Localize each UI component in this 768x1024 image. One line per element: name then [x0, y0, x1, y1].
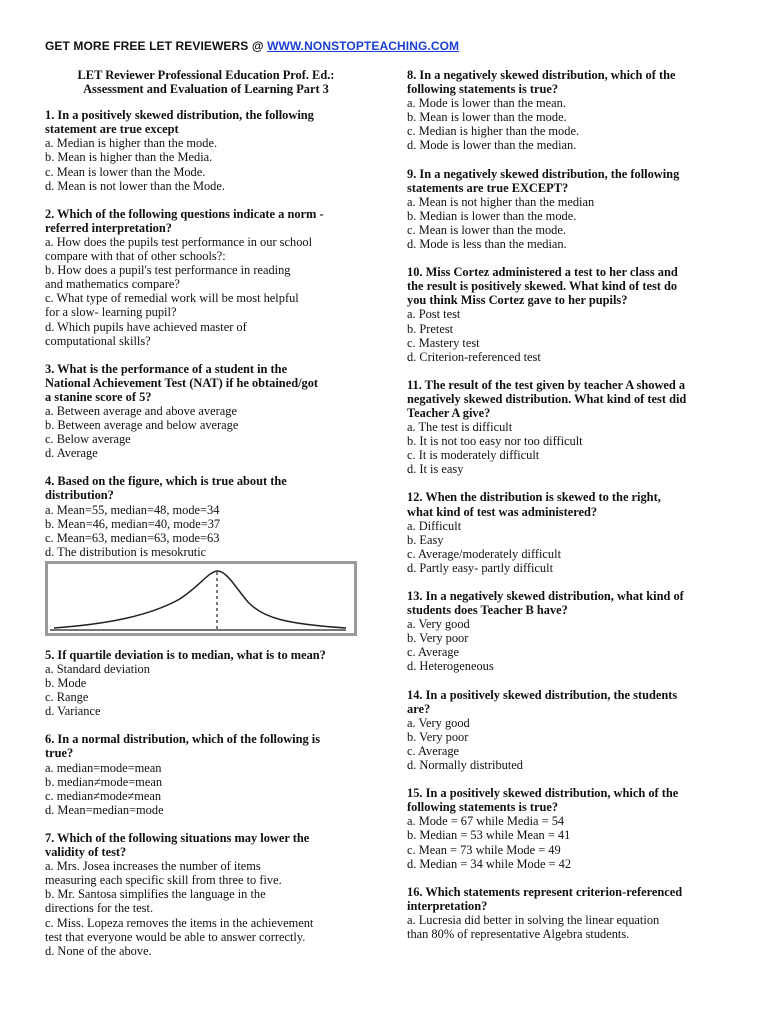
title-line: Assessment and Evaluation of Learning Part 3	[83, 82, 329, 97]
question-text: true?	[45, 746, 74, 761]
answer-option: a. Lucresia did better in solving the linear equation	[407, 912, 660, 927]
answer-option: a. Mean=55, median=48, mode=34	[45, 502, 220, 517]
title-line: LET Reviewer Professional Education Prof. Ed.:	[77, 68, 335, 82]
question-item	[407, 589, 727, 674]
answer-option: b. Very poor	[407, 631, 469, 646]
question-text: you think Miss Cortez gave to her pupils?	[407, 293, 628, 308]
answer-option: directions for the test.	[45, 901, 154, 916]
answer-option: b. Easy	[407, 532, 444, 547]
answer-option: a. Mrs. Josea increases the number of items	[45, 859, 261, 874]
skewed-curve-graphic	[48, 564, 354, 633]
question-item	[407, 688, 727, 773]
answer-option: test that everyone would be able to answer correctly.	[45, 929, 306, 944]
question-item	[407, 885, 727, 941]
question-text: 4. Based on the figure, which is true about the	[45, 474, 287, 489]
answer-option: a. Between average and above average	[45, 403, 237, 418]
right-column	[407, 68, 727, 955]
answer-option: c. It is moderately difficult	[407, 448, 540, 463]
question-item	[407, 265, 727, 364]
answer-option: c. Mean = 73 while Mode = 49	[407, 842, 561, 857]
answer-option: a. median=mode=mean	[45, 760, 162, 775]
answer-option: d. Heterogeneous	[407, 659, 494, 674]
question-text: referred interpretation?	[45, 220, 172, 235]
answer-option: d. Mode is lower than the median.	[407, 138, 577, 153]
answer-option: b. Mean=46, median=40, mode=37	[45, 516, 221, 531]
answer-option: b. Mean is higher than the Media.	[45, 150, 213, 165]
question-text: 2. Which of the following questions indicate a norm -	[45, 206, 324, 221]
answer-option: b. median≠mode=mean	[45, 774, 163, 789]
answer-option: d. Average	[45, 446, 98, 461]
question-item	[407, 378, 727, 477]
question-text: 11. The result of the test given by teacher A showed a	[407, 377, 686, 392]
answer-option: c. Mean is lower than the mode.	[407, 222, 566, 237]
question-text: a stanine score of 5?	[45, 389, 152, 404]
question-text: 14. In a positively skewed distribution, the students	[407, 687, 678, 702]
answer-option: a. Mean is not higher than the median	[407, 194, 595, 209]
answer-option: d. Which pupils have achieved master of	[45, 319, 247, 334]
answer-option: c. median≠mode≠mean	[45, 788, 162, 803]
question-list	[407, 68, 727, 941]
answer-option: c. Range	[45, 690, 89, 705]
question-text: are?	[407, 701, 431, 716]
answer-option: a. The test is difficult	[407, 420, 513, 435]
answer-option: c. Miss. Lopeza removes the items in the achievement	[45, 915, 314, 930]
answer-option: and mathematics compare?	[45, 277, 180, 292]
answer-option: b. Very poor	[407, 729, 469, 744]
answer-option: c. Median is higher than the mode.	[407, 124, 580, 139]
answer-option: a. Standard deviation	[45, 662, 150, 676]
question-item	[45, 108, 367, 193]
question-item	[45, 648, 367, 718]
answer-option: d. Variance	[45, 704, 101, 719]
question-text: 7. Which of the following situations may lower the	[45, 830, 310, 845]
question-text: statements are true EXCEPT?	[407, 180, 569, 195]
answer-option: d. Normally distributed	[407, 758, 523, 773]
answer-option: computational skills?	[45, 333, 151, 348]
answer-option: d. It is easy	[407, 462, 464, 477]
question-text: what kind of test was administered?	[407, 504, 598, 519]
distribution-curve	[54, 571, 346, 628]
answer-option: c. Mastery test	[407, 335, 480, 350]
answer-option: b. Median = 53 while Mean = 41	[407, 828, 571, 843]
question-text: distribution?	[45, 488, 114, 503]
answer-option: b. Median is lower than the mode.	[407, 208, 577, 223]
answer-option: b. How does a pupil's test performance in reading	[45, 263, 291, 278]
answer-option: b. It is not too easy nor too difficult	[407, 434, 583, 449]
answer-option: d. Median = 34 while Mode = 42	[407, 856, 572, 871]
question-text: interpretation?	[407, 898, 488, 913]
question-text: validity of test?	[45, 845, 127, 860]
question-list	[45, 108, 367, 958]
question-item	[45, 207, 367, 348]
answer-option: c. Below average	[45, 432, 131, 447]
question-text: 16. Which statements represent criterion-referenced	[407, 884, 683, 899]
question-text: 8. In a negatively skewed distribution, which of the	[407, 68, 676, 82]
question-item	[407, 167, 727, 252]
question-text: following statements is true?	[407, 800, 559, 815]
answer-option: d. Mean=median=mode	[45, 802, 164, 817]
answer-option: c. Average	[407, 743, 460, 758]
question-text: 1. In a positively skewed distribution, the following	[45, 108, 314, 123]
answer-option: d. Partly easy- partly difficult	[407, 560, 554, 575]
website-link[interactable]: WWW.NONSTOPTEACHING.COM	[267, 39, 460, 53]
answer-option: than 80% of representative Algebra students.	[407, 926, 630, 941]
question-text: 13. In a negatively skewed distribution, what kind of	[407, 589, 684, 603]
answer-option: a. Mode is lower than the mean.	[407, 96, 566, 111]
answer-option: a. Very good	[407, 715, 470, 730]
question-text: 9. In a negatively skewed distribution, the following	[407, 166, 680, 181]
answer-option: b. Mode	[45, 676, 87, 691]
question-text: students does Teacher B have?	[407, 603, 568, 618]
question-text: 5. If quartile deviation is to median, what is to mean?	[45, 647, 326, 662]
question-text: 3. What is the performance of a student in the	[45, 361, 288, 376]
answer-option: c. What type of remedial work will be most helpful	[45, 291, 299, 306]
question-text: following statements is true?	[407, 82, 559, 97]
question-text: 15. In a positively skewed distribution, which of the	[407, 786, 679, 801]
answer-option: a. Post test	[407, 307, 461, 322]
answer-option: c. Mean=63, median=63, mode=63	[45, 530, 220, 545]
answer-option: a. How does the pupils test performance in our school	[45, 234, 313, 249]
page-header	[45, 39, 459, 53]
answer-option: d. Mode is less than the median.	[407, 237, 567, 252]
answer-option: compare with that of other schools?:	[45, 249, 226, 264]
answer-option: d. Criterion-referenced test	[407, 349, 541, 364]
answer-option: b. Pretest	[407, 321, 454, 336]
answer-option: a. Very good	[407, 617, 470, 632]
question-text: the result is positively skewed. What kind of test do	[407, 279, 678, 294]
answer-option: b. Mr. Santosa simplifies the language in the	[45, 887, 266, 902]
question-text: 6. In a normal distribution, which of the following is	[45, 732, 321, 747]
answer-option: c. Average/moderately difficult	[407, 546, 562, 561]
question-item	[407, 68, 727, 153]
header-prefix: GET MORE FREE LET REVIEWERS @	[45, 39, 268, 53]
answer-option: c. Mean is lower than the Mode.	[45, 164, 206, 179]
answer-option: for a slow- learning pupil?	[45, 305, 177, 320]
question-text: 10. Miss Cortez administered a test to her class and	[407, 265, 678, 280]
answer-option: a. Difficult	[407, 518, 462, 533]
answer-option: c. Average	[407, 645, 460, 660]
distribution-figure	[45, 561, 357, 636]
question-item	[45, 474, 367, 559]
question-text: statement are true except	[45, 122, 179, 137]
question-item	[45, 362, 367, 461]
answer-option: measuring each specific skill from three to five.	[45, 873, 282, 888]
answer-option: b. Mean is lower than the mode.	[407, 110, 567, 125]
answer-option: b. Between average and below average	[45, 418, 239, 433]
question-item	[407, 786, 727, 871]
document-title	[45, 68, 367, 96]
answer-option: d. The distribution is mesokrutic	[45, 544, 207, 559]
question-item	[45, 732, 367, 817]
answer-option: d. Mean is not lower than the Mode.	[45, 178, 225, 193]
answer-option: d. None of the above.	[45, 943, 152, 958]
answer-option: a. Median is higher than the mode.	[45, 136, 218, 151]
question-text: negatively skewed distribution. What kind of test did	[407, 391, 687, 406]
question-text: 12. When the distribution is skewed to the right,	[407, 490, 661, 505]
left-column	[45, 68, 367, 972]
question-text: Teacher A give?	[407, 405, 491, 420]
question-item	[407, 490, 727, 575]
answer-option: a. Mode = 67 while Media = 54	[407, 814, 565, 829]
question-text: National Achievement Test (NAT) if he obtained/got	[45, 375, 319, 390]
question-item	[45, 831, 367, 958]
